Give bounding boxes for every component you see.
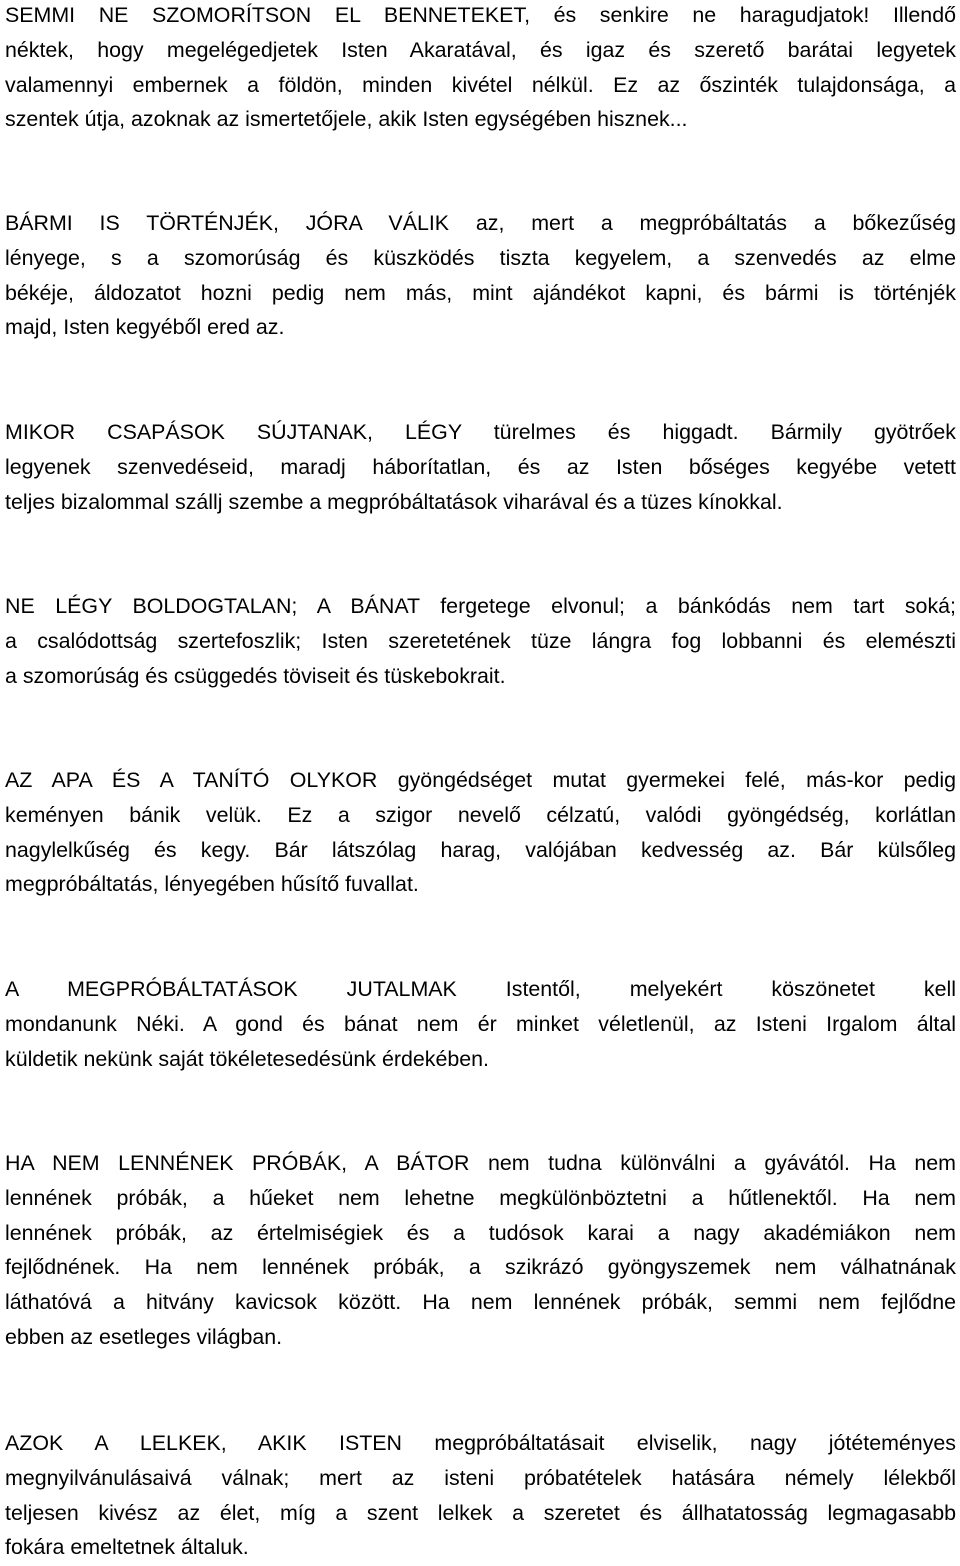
text-line: AZOK A LELKEK, AKIK ISTEN megpróbáltatásait elviselik, nagy jótéteményes xyxy=(5,1431,956,1455)
text-line: megnyilvánulásaivá válnak; mert az isteni próbatételek hatására némely lélekből xyxy=(5,1465,956,1490)
text-line: teljes bizalommal szállj szembe a megpróbáltatások viharával és a tüzes kínokkal. xyxy=(5,489,783,514)
text-line: fokára emeltetnek általuk. xyxy=(5,1535,249,1560)
paragraph-8 xyxy=(5,1427,956,1566)
text-line: szentek útja, azoknak az ismertetőjele, akik Isten egységében hisznek... xyxy=(5,107,688,132)
text-line: nagylelkűség és kegy. Bár látszólag harag, valójában kedvesség az. Bár külsőleg xyxy=(5,837,956,862)
paragraph-1 xyxy=(5,0,956,138)
paragraph-7 xyxy=(5,1147,956,1356)
text-line: majd, Isten kegyéből ered az. xyxy=(5,315,285,340)
paragraph-4 xyxy=(5,590,956,694)
paragraph-5 xyxy=(5,764,956,903)
text-line: lennének próbák, a hűeket nem lehetne megkülönböztetni a hűtlenektől. Ha nem xyxy=(5,1185,956,1210)
text-line: ebben az esetleges világban. xyxy=(5,1324,283,1349)
text-line: fejlődnének. Ha nem lennének próbák, a szikrázó gyöngyszemek nem válhatnának xyxy=(5,1255,956,1280)
text-line: a szomorúság és csüggedés töviseit és tüskebokrait. xyxy=(5,663,506,688)
text-line: SEMMI NE SZOMORÍTSON EL BENNETEKET, és senkire ne haragudjatok! Illendő xyxy=(5,3,956,27)
text-line: lennének próbák, az értelmiségiek és a tudósok karai a nagy akadémiákon nem xyxy=(5,1220,956,1245)
text-line: valamennyi embernek a földön, minden kivétel nélkül. Ez az őszinték tulajdonsága, a xyxy=(5,72,956,97)
text-line: keményen bánik velük. Ez a szigor nevelő célzatú, valódi gyöngédség, korlátlan xyxy=(5,802,956,827)
text-line: küldetik nekünk saját tökéletesedésünk érdekében. xyxy=(5,1046,489,1071)
text-line: a csalódottság szertefoszlik; Isten szeretetének tüze lángra fog lobbanni és elemészti xyxy=(5,628,956,653)
text-line: lényege, s a szomorúság és küszködés tiszta kegyelem, a szenvedés az elme xyxy=(5,245,956,270)
text-line: mondanunk Néki. A gond és bánat nem ér minket véletlenül, az Isteni Irgalom által xyxy=(5,1011,956,1036)
paragraph-2 xyxy=(5,207,956,346)
text-line: NE LÉGY BOLDOGTALAN; A BÁNAT fergetege elvonul; a bánkódás nem tart soká; xyxy=(5,594,956,618)
paragraph-3 xyxy=(5,416,956,520)
text-line: A MEGPRÓBÁLTATÁSOK JUTALMAK Istentől, melyekért köszönetet kell xyxy=(5,977,956,1001)
text-line: BÁRMI IS TÖRTÉNJÉK, JÓRA VÁLIK az, mert a megpróbáltatás a bőkezűség xyxy=(5,211,956,235)
text-line: legyenek szenvedéseid, maradj háborítatlan, és az Isten bőséges kegyébe vetett xyxy=(5,454,956,479)
text-line: AZ APA ÉS A TANÍTÓ OLYKOR gyöngédséget mutat gyermekei felé, más-kor pedig xyxy=(5,768,956,792)
text-line: békéje, áldozatot hozni pedig nem más, mint ajándékot kapni, és bármi is történjék xyxy=(5,280,956,305)
text-line: láthatóvá a hitvány kavicsok között. Ha nem lennének próbák, semmi nem fejlődne xyxy=(5,1290,956,1315)
text-line: teljesen kivész az élet, míg a szent lelkek a szeretet és állhatatosság legmagasabb xyxy=(5,1500,956,1525)
text-line: MIKOR CSAPÁSOK SÚJTANAK, LÉGY türelmes és higgadt. Bármily gyötrőek xyxy=(5,420,956,444)
text-line: megpróbáltatás, lényegében hűsítő fuvallat. xyxy=(5,872,419,897)
text-line: HA NEM LENNÉNEK PRÓBÁK, A BÁTOR nem tudna különválni a gyávától. Ha nem xyxy=(5,1151,956,1175)
text-line: néktek, hogy megelégedjetek Isten Akaratával, és igaz és szerető barátai legyetek xyxy=(5,37,956,62)
paragraph-6 xyxy=(5,973,956,1077)
